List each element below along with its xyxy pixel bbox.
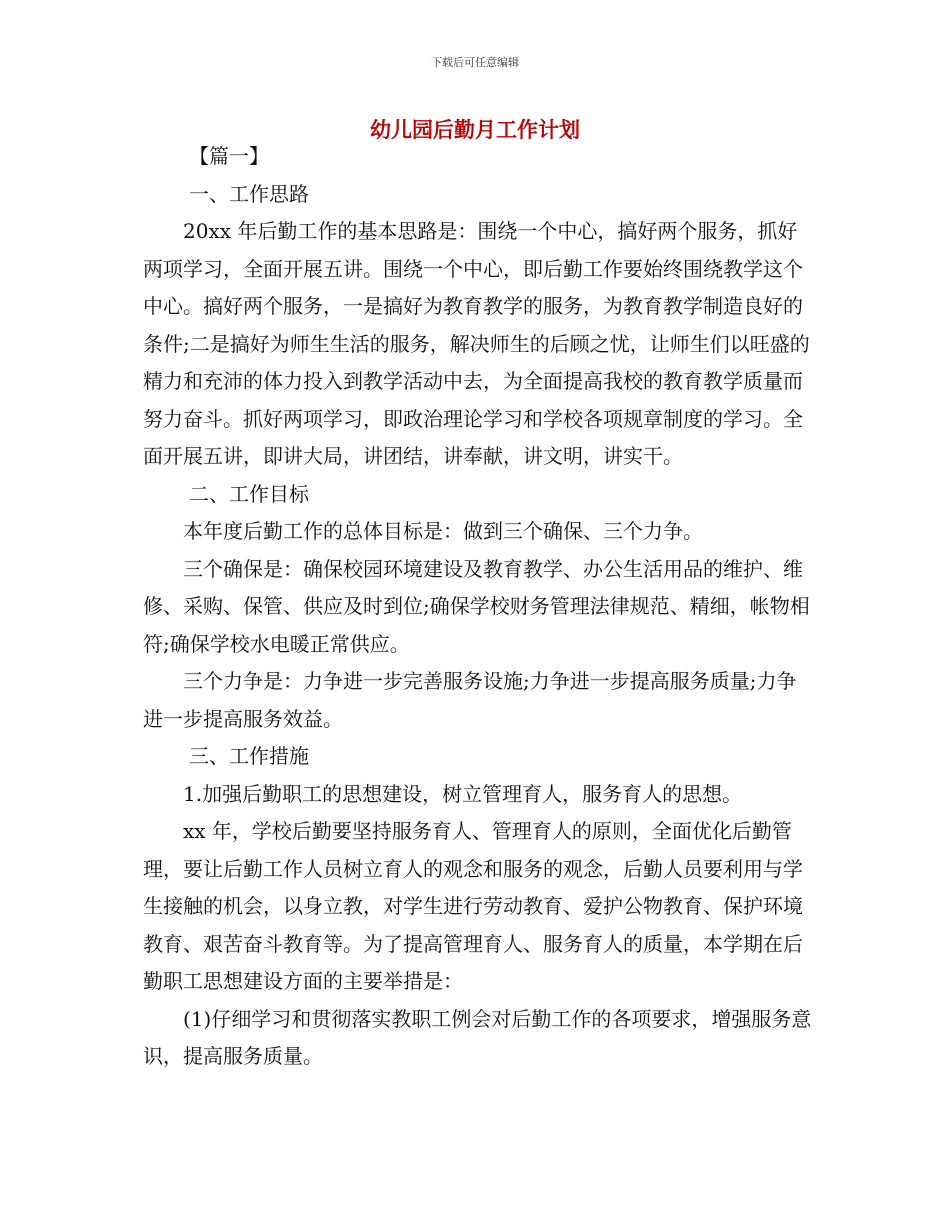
paragraph: 20xx 年后勤工作的基本思路是：围绕一个中心，搞好两个服务，抓好两项学习，全面开展五讲。围绕一个中心，即后勤工作要始终围绕教学这个中心。搞好两个服务，一是搞好为教育教学的服务，为教育教学制造良好的条件;二是搞好为师生生活的服务，解决师生的后顾之忧，让师生们以旺盛的精力和充沛的体力投入到教学活动中去，为全面提高我校的教育教学质量而努力奋斗。抓好两项学习，即政治理论学习和学校各项规章制度的学习。全面开展五讲，即讲大局，讲团结，讲奉献，讲文明，讲实干。	[143, 219, 810, 468]
paragraph: xx 年，学校后勤要坚持服务育人、管理育人的原则，全面优化后勤管理，要让后勤工作人员树立育人的观念和服务的观念，后勤人员要利用与学生接触的机会，以身立教，对学生进行劳动教育、爱护公物教育、保护环境教育、艰苦奋斗教育等。为了提高管理育人、服务育人的质量，本学期在后勤职工思想建设方面的主要举措是：	[143, 819, 803, 993]
paragraph: 本年度后勤工作的总体目标是：做到三个确保、三个力争。	[183, 519, 703, 543]
section-heading: 三、工作措施	[189, 744, 309, 768]
section-heading: 二、工作目标	[189, 481, 309, 506]
section-heading: 一、工作思路	[189, 181, 309, 206]
paragraph: 1.加强后勤职工的思想建设，树立管理育人，服务育人的思想。	[183, 781, 743, 806]
paragraph: (1)仔细学习和贯彻落实教职工例会对后勤工作的各项要求，增强服务意识，提高服务质量。	[143, 1006, 812, 1068]
section-tag: 【篇一】	[189, 144, 269, 168]
document-body	[143, 138, 815, 1076]
paragraph: 三个确保是：确保校园环境建设及教育教学、办公生活用品的维护、维修、采购、保管、供应及时到位;确保学校财务管理法律规范、精细，帐物相符;确保学校水电暖正常供应。	[143, 556, 810, 656]
paragraph: 三个力争是：力争进一步完善服务设施;力争进一步提高服务质量;力争进一步提高服务效益。	[143, 669, 797, 731]
document-title: 幼儿园后勤月工作计划	[370, 118, 580, 142]
header-note: 下载后可任意编辑	[431, 56, 519, 69]
